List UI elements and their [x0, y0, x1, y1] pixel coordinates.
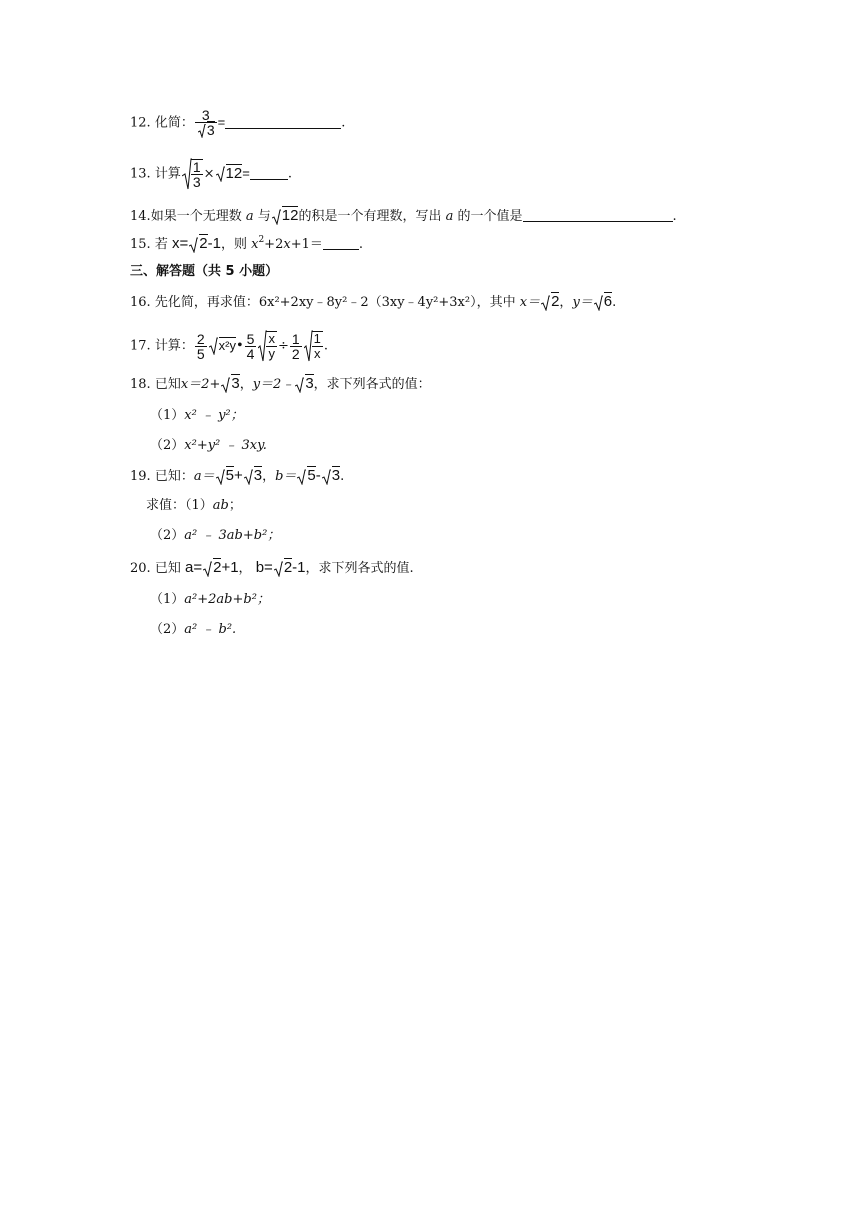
b-equals: b＝	[275, 469, 297, 484]
radicand: 12	[225, 164, 243, 182]
fraction-numerator: 5	[246, 330, 255, 347]
plus-sign: +	[233, 467, 243, 484]
expression: 6x²+2xy﹣8y²﹣2（3xy﹣4y²+3x²）	[258, 295, 477, 310]
question-20-part-2	[150, 620, 236, 640]
part-number: （1）	[150, 592, 185, 607]
question-number: 19.	[130, 469, 151, 484]
comma: ，	[239, 377, 253, 392]
answer-blank	[523, 209, 673, 222]
question-label: 若	[154, 237, 168, 252]
question-label: 计算：	[154, 338, 194, 354]
fraction	[312, 331, 323, 361]
expression-part: +1＝	[290, 237, 323, 252]
question-16	[130, 292, 616, 313]
comma: ，	[262, 469, 276, 484]
radicand: 5	[307, 467, 316, 484]
expression: a² ﹣ b².	[184, 622, 237, 637]
question-label: 先化简，再求值：	[154, 295, 259, 310]
fraction	[266, 331, 277, 361]
question-14	[130, 206, 677, 227]
radical-sign-icon	[274, 561, 283, 577]
semicolon: ；	[228, 498, 242, 513]
question-number: 17.	[130, 338, 151, 354]
a-equals: a＝	[193, 469, 215, 484]
radical-sign-icon	[221, 377, 230, 393]
comma: ，	[559, 295, 573, 310]
minus-one: -1	[292, 559, 306, 576]
fraction	[290, 332, 302, 361]
section-heading: 三、解答题（共 5 小题）	[130, 264, 279, 279]
radical-sign-icon	[189, 237, 198, 253]
question-label: 化简：	[154, 115, 194, 131]
question-label: 已知	[154, 377, 181, 392]
question-number: 14.	[130, 209, 151, 224]
question-text: ，则	[220, 237, 247, 252]
question-label: 计算	[154, 166, 181, 182]
question-number: 12.	[130, 115, 151, 131]
radicand: 2	[283, 559, 293, 576]
equals-sign: =	[217, 114, 226, 130]
expression-part: +2	[264, 237, 284, 252]
dot-operator: •	[235, 338, 244, 354]
fraction-denominator	[195, 123, 217, 138]
period: .	[341, 115, 346, 131]
radical-sign-icon	[297, 469, 306, 485]
question-text: 的积是一个有理数，写出	[298, 209, 442, 224]
question-number: 16.	[130, 295, 151, 310]
variable-x: x	[251, 237, 259, 252]
question-text: 如果一个无理数	[150, 209, 242, 224]
a-equals: a=	[184, 559, 203, 576]
fraction-numerator: 1	[291, 330, 300, 347]
variable-a: a	[445, 209, 454, 224]
expression: a²+2ab+b²；	[184, 592, 270, 607]
variable-a: a	[245, 209, 254, 224]
period: .	[323, 338, 329, 354]
question-label: 已知	[154, 561, 181, 576]
fraction-numerator: 3	[201, 107, 210, 123]
radical-sign-icon	[216, 469, 225, 485]
fraction-numerator: x	[268, 331, 275, 346]
radicand: 5	[225, 467, 234, 484]
part-number: （1）	[150, 408, 185, 423]
question-text: ，求下列各式的值：	[313, 377, 431, 392]
radical-sign-icon	[272, 209, 281, 225]
y-equals: y＝2﹣	[252, 377, 295, 392]
radicand: x²y	[218, 337, 236, 353]
question-number: 20.	[130, 561, 151, 576]
question-12	[130, 108, 345, 138]
fraction-denominator: x	[314, 346, 321, 361]
question-number: 18.	[130, 377, 151, 392]
y-equals: y＝	[572, 295, 593, 310]
radical-sign-icon	[203, 561, 212, 577]
radicand: 12	[281, 207, 299, 224]
x-equals: x＝	[519, 295, 541, 310]
period: .	[672, 209, 677, 224]
question-18-part-2	[150, 436, 267, 456]
radicand: 2	[213, 559, 222, 576]
question-text: 与	[257, 209, 271, 224]
answer-blank	[323, 237, 359, 250]
equals-sign: =	[242, 165, 250, 181]
radicand: 3	[305, 375, 314, 392]
radical-sign-icon	[295, 377, 304, 393]
question-19	[130, 466, 344, 487]
expression: x²+y² ﹣ 3xy.	[184, 438, 267, 453]
x-equals: x＝2+	[180, 377, 221, 392]
radicand: 3	[206, 122, 215, 138]
fraction	[245, 332, 257, 361]
minus-sign: -	[315, 467, 321, 484]
question-text: 的一个值是	[457, 209, 523, 224]
question-20-part-1	[150, 590, 270, 610]
fraction	[195, 332, 207, 361]
answer-blank	[225, 116, 341, 129]
fraction	[195, 108, 217, 138]
radical-sign-icon	[594, 295, 603, 311]
fraction-numerator: 1	[313, 331, 321, 346]
part-number: （2）	[150, 438, 185, 453]
period: .	[340, 469, 345, 484]
question-19-part-1	[146, 496, 242, 516]
question-label: 已知：	[154, 469, 194, 484]
fraction	[191, 159, 203, 189]
ask-text: 求值：（1）	[146, 498, 213, 513]
plus-one: +1	[221, 559, 239, 576]
fraction-denominator: y	[268, 346, 275, 361]
part-number: （2）	[150, 622, 185, 637]
question-15: 15. 若 x= 2-1，则 $x^2+2x+1=$ .	[130, 235, 363, 252]
fraction-denominator: 3	[192, 174, 201, 190]
divide-sign: ÷	[277, 338, 289, 354]
expression: x² ﹣ y²；	[184, 408, 244, 423]
radical-sign-icon	[209, 337, 218, 355]
question-20	[130, 558, 414, 579]
fraction-numerator: 2	[196, 330, 205, 347]
radicand: 3	[331, 467, 341, 484]
question-text: ，其中	[476, 295, 516, 310]
expression: ab	[212, 498, 229, 513]
period: .	[612, 295, 617, 310]
question-text: ，求下列各式的值.	[305, 561, 414, 576]
fraction-denominator: 5	[196, 345, 205, 362]
radical-sign-icon	[198, 124, 206, 138]
variable-x: x	[283, 237, 291, 252]
x-equals: x=	[171, 235, 189, 252]
radicand: 6	[603, 293, 613, 310]
radicand: 2	[551, 293, 560, 310]
radical-sign-icon	[244, 469, 253, 485]
expression: a² ﹣ 3ab+b²；	[184, 528, 281, 543]
period: .	[287, 166, 292, 182]
times-sign: ×	[203, 166, 215, 182]
radicand: 2	[199, 235, 208, 252]
comma: ，	[238, 561, 252, 576]
part-number: （2）	[150, 528, 185, 543]
question-19-part-2	[150, 526, 280, 546]
question-18-part-1	[150, 406, 244, 426]
question-number: 13.	[130, 166, 151, 182]
question-13	[130, 158, 292, 190]
b-equals: b=	[255, 559, 273, 576]
fraction-denominator: 2	[291, 345, 300, 362]
radical-sign-icon	[541, 295, 550, 311]
minus-one: -1	[207, 235, 221, 252]
question-number: 15.	[130, 237, 151, 252]
question-18	[130, 374, 431, 395]
fraction-numerator: 1	[192, 159, 201, 175]
radical-sign-icon	[322, 469, 331, 485]
period: .	[358, 237, 363, 252]
radicand: 3	[253, 467, 263, 484]
answer-blank	[250, 167, 288, 180]
fraction-denominator: 4	[246, 345, 255, 362]
radical-sign-icon	[216, 166, 225, 182]
radicand: 3	[231, 375, 240, 392]
question-17	[130, 330, 328, 362]
